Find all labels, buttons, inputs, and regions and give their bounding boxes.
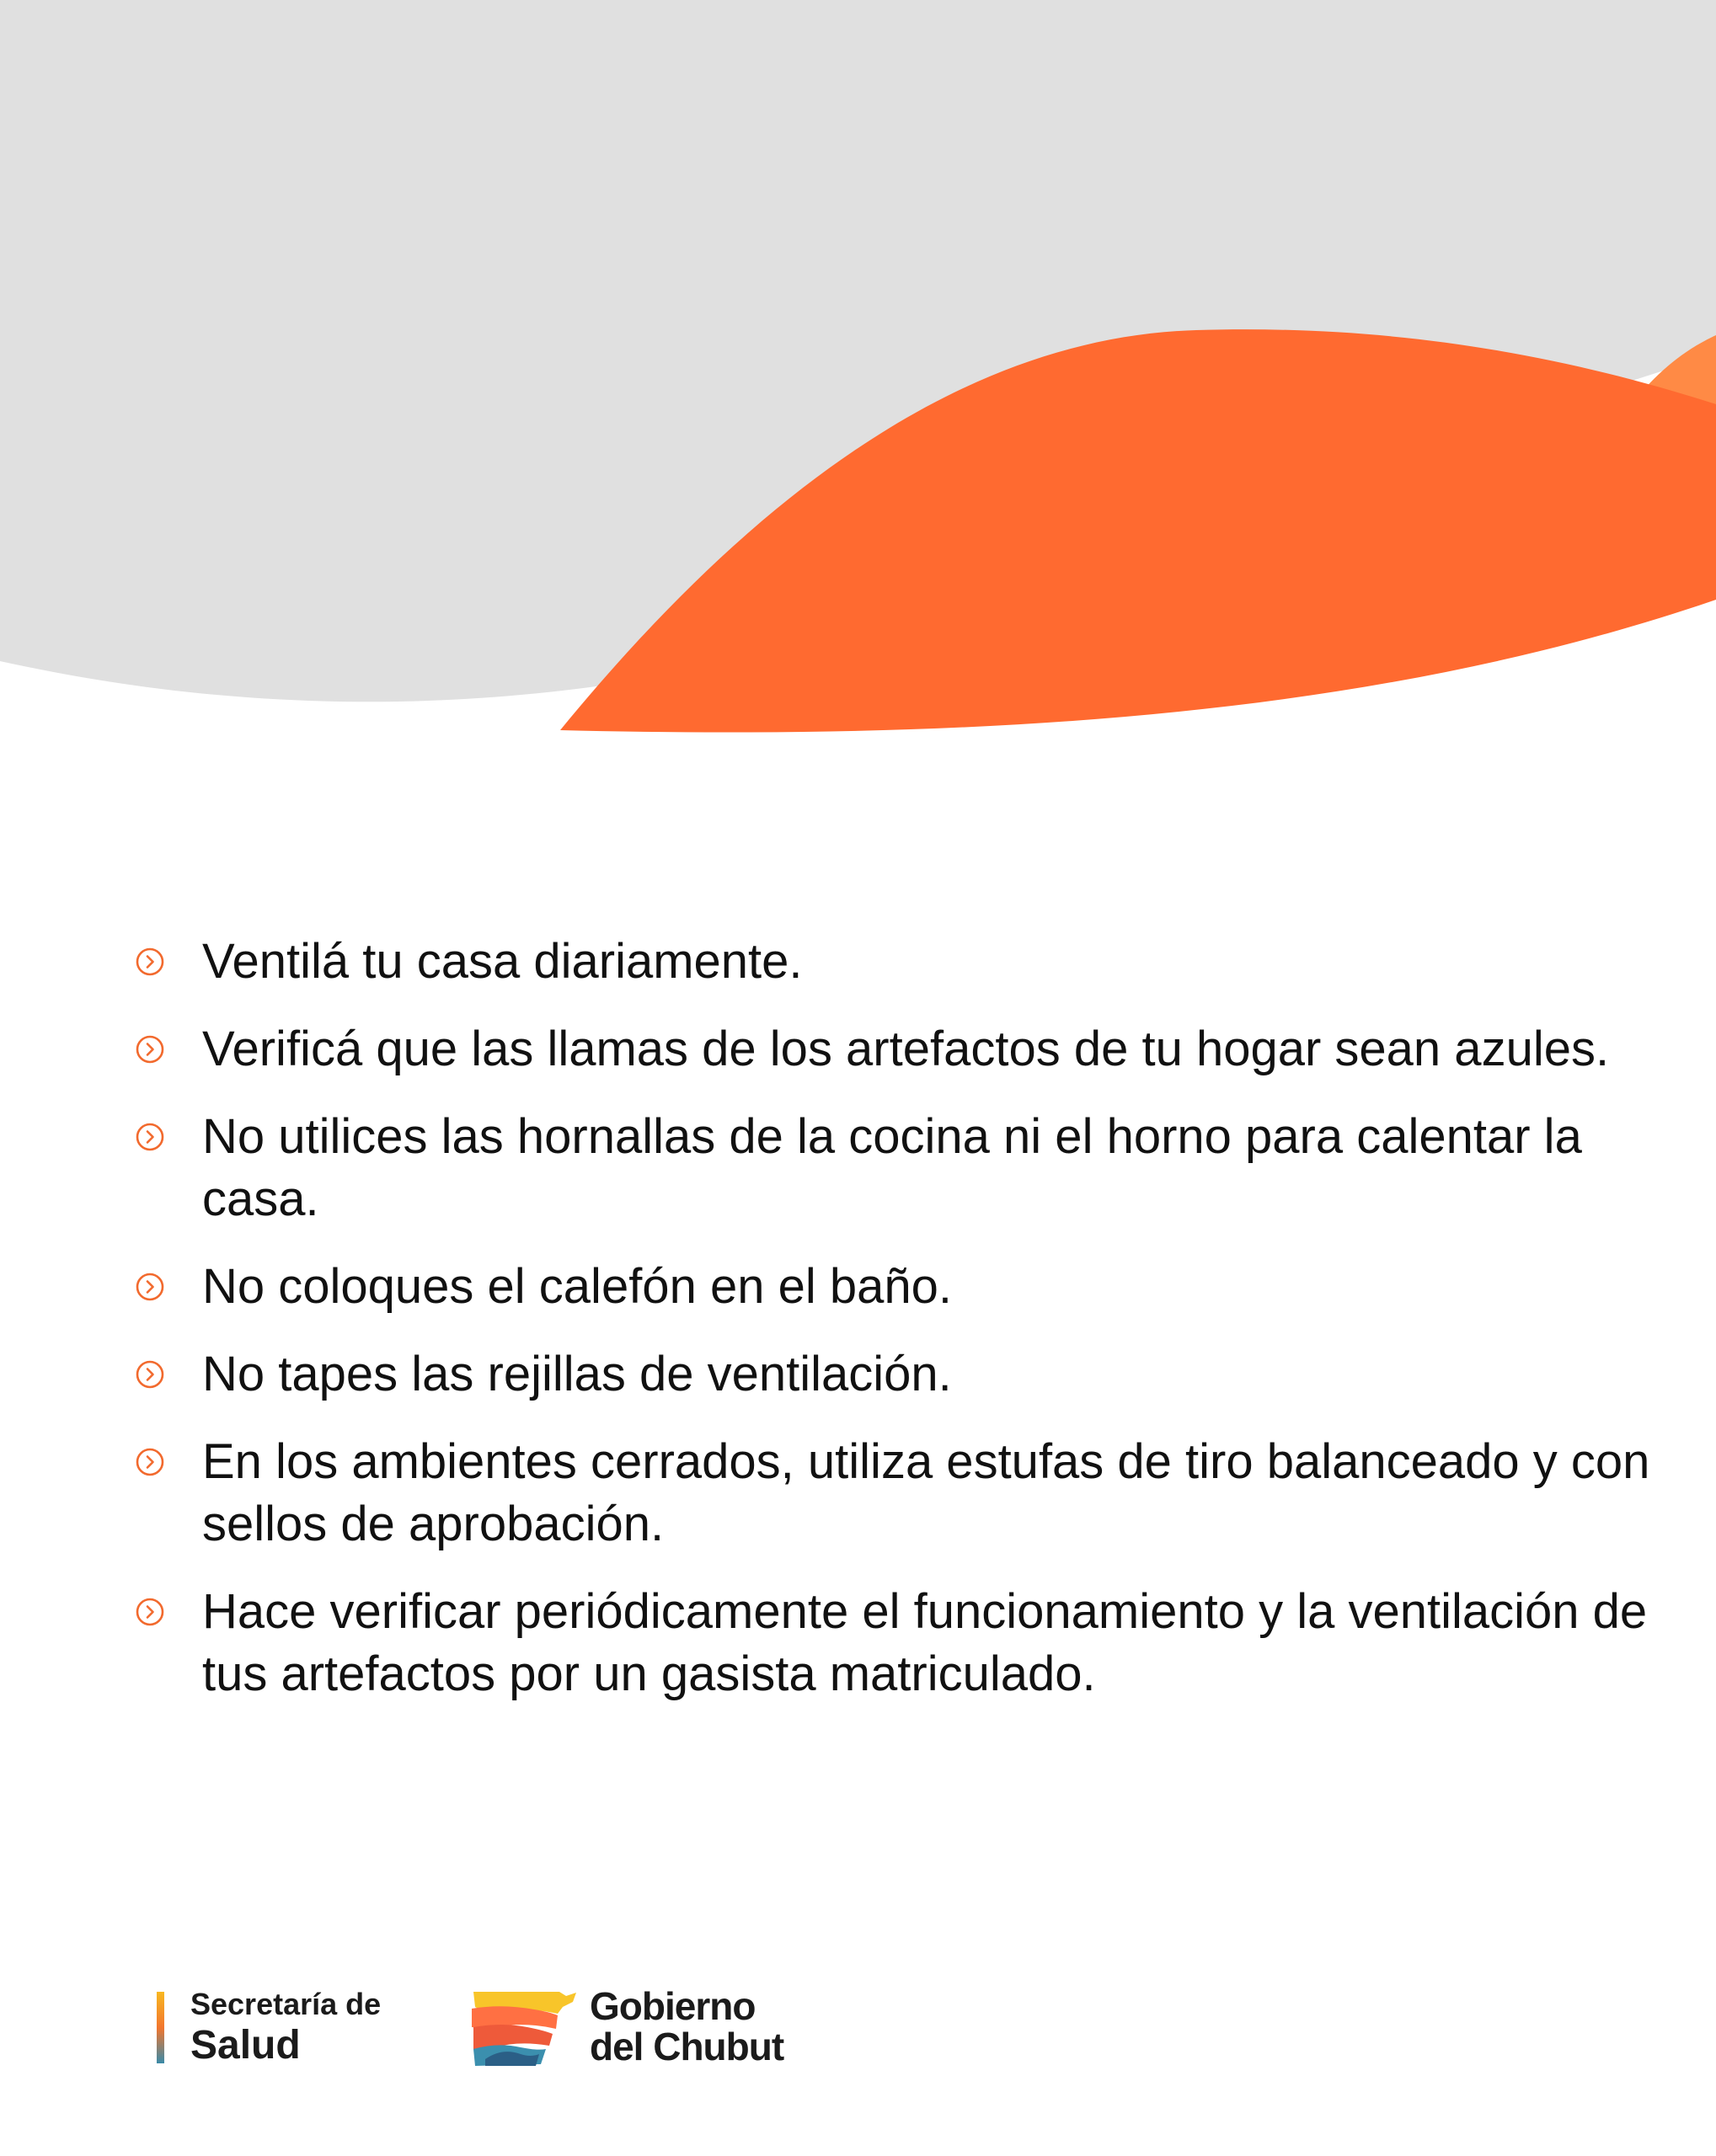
tip-text: No utilices las hornallas de la cocina ni el horno para calentar la casa. bbox=[202, 1109, 1582, 1226]
chubut-province-map-icon bbox=[468, 1988, 582, 2068]
list-item bbox=[135, 1106, 1651, 1230]
chubut-label: del Chubut bbox=[590, 2025, 784, 2068]
tip-text: No tapes las rejillas de ventilación. bbox=[202, 1347, 952, 1401]
list-item bbox=[135, 931, 1651, 993]
list-item bbox=[135, 1256, 1651, 1318]
chevron-circle-icon bbox=[135, 1106, 202, 1168]
list-item bbox=[135, 1018, 1651, 1081]
chevron-circle-icon bbox=[135, 1343, 202, 1406]
tip-text: Hace verificar periódicamente el funcionamiento y la ventilación de tus artefactos por un gasista matriculado. bbox=[202, 1584, 1648, 1701]
tip-text: Ventilá tu casa diariamente. bbox=[202, 934, 803, 989]
header-banner-graphic bbox=[0, 0, 1716, 758]
footer-logos bbox=[157, 1983, 915, 2076]
tip-text: En los ambientes cerrados, utiliza estufas de tiro balanceado y con sellos de aprobación. bbox=[202, 1434, 1650, 1551]
tip-text: Verificá que las llamas de los artefactos de tu hogar sean azules. bbox=[202, 1022, 1610, 1076]
secretaria-label: Secretaría de bbox=[190, 1987, 382, 2021]
list-item bbox=[135, 1343, 1651, 1406]
chevron-circle-icon bbox=[135, 1431, 202, 1493]
salud-label: Salud bbox=[190, 2023, 301, 2068]
tip-text: No coloques el calefón en el baño. bbox=[202, 1259, 952, 1314]
list-item bbox=[135, 1581, 1651, 1705]
chevron-circle-icon bbox=[135, 1018, 202, 1081]
chevron-circle-icon bbox=[135, 1256, 202, 1318]
salud-color-bar bbox=[157, 1992, 164, 2063]
chevron-circle-icon bbox=[135, 1581, 202, 1643]
tips-list bbox=[135, 931, 1651, 1731]
gobierno-label: Gobierno bbox=[590, 1984, 756, 2028]
chevron-circle-icon bbox=[135, 931, 202, 993]
list-item bbox=[135, 1431, 1651, 1556]
